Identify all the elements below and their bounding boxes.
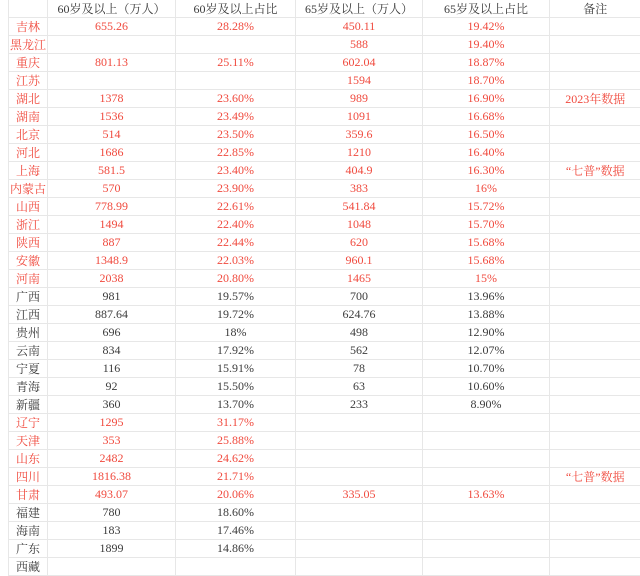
percent-65plus-cell[interactable]: 12.07% — [423, 342, 550, 360]
table-row — [9, 270, 640, 288]
percent-65plus-cell[interactable]: 19.40% — [423, 36, 550, 54]
value-65plus-cell[interactable] — [296, 540, 423, 558]
percent-60plus-cell[interactable]: 25.11% — [176, 54, 296, 72]
percent-60plus-cell[interactable] — [176, 72, 296, 90]
table-body — [9, 18, 640, 576]
value-65plus-cell[interactable]: 450.11 — [296, 18, 423, 36]
value-60plus-cell[interactable] — [48, 558, 176, 576]
value-60plus-cell[interactable]: 780 — [48, 504, 176, 522]
table-row — [9, 522, 640, 540]
percent-65plus-cell[interactable]: 16.40% — [423, 144, 550, 162]
table-row — [9, 396, 640, 414]
value-65plus-cell[interactable]: 359.6 — [296, 126, 423, 144]
note-cell[interactable] — [550, 360, 640, 378]
province-cell[interactable]: 重庆 — [9, 54, 48, 72]
note-cell[interactable] — [550, 504, 640, 522]
note-cell[interactable] — [550, 216, 640, 234]
value-60plus-cell[interactable]: 514 — [48, 126, 176, 144]
percent-60plus-cell[interactable]: 23.60% — [176, 90, 296, 108]
percent-60plus-cell[interactable]: 24.62% — [176, 450, 296, 468]
note-cell[interactable] — [550, 540, 640, 558]
value-65plus-cell[interactable]: 383 — [296, 180, 423, 198]
table-row — [9, 414, 640, 432]
table-row — [9, 126, 640, 144]
population-table — [8, 0, 640, 576]
province-cell[interactable]: 山东 — [9, 450, 48, 468]
value-65plus-cell[interactable]: 78 — [296, 360, 423, 378]
note-cell[interactable] — [550, 252, 640, 270]
province-cell[interactable]: 江苏 — [9, 72, 48, 90]
value-65plus-cell[interactable] — [296, 432, 423, 450]
table-row — [9, 54, 640, 72]
province-cell[interactable]: 陕西 — [9, 234, 48, 252]
percent-65plus-cell[interactable]: 8.90% — [423, 396, 550, 414]
value-60plus-cell[interactable]: 801.13 — [48, 54, 176, 72]
value-65plus-cell[interactable]: 233 — [296, 396, 423, 414]
value-60plus-cell[interactable]: 2038 — [48, 270, 176, 288]
value-60plus-cell[interactable]: 1816.38 — [48, 468, 176, 486]
table-row — [9, 486, 640, 504]
percent-60plus-cell[interactable]: 23.50% — [176, 126, 296, 144]
note-cell[interactable]: 2023年数据 — [550, 90, 640, 108]
percent-60plus-cell[interactable]: 17.92% — [176, 342, 296, 360]
value-60plus-cell[interactable] — [48, 36, 176, 54]
value-65plus-cell[interactable]: 1594 — [296, 72, 423, 90]
table-row — [9, 36, 640, 54]
value-60plus-cell[interactable]: 1494 — [48, 216, 176, 234]
percent-60plus-cell[interactable]: 13.70% — [176, 396, 296, 414]
table-row — [9, 72, 640, 90]
province-cell[interactable]: 福建 — [9, 504, 48, 522]
note-cell[interactable] — [550, 54, 640, 72]
header-cell[interactable]: 65岁及以上占比 — [423, 0, 550, 18]
value-60plus-cell[interactable]: 1686 — [48, 144, 176, 162]
note-cell[interactable] — [550, 414, 640, 432]
percent-60plus-cell[interactable]: 25.88% — [176, 432, 296, 450]
table-row — [9, 324, 640, 342]
table-row — [9, 180, 640, 198]
province-cell[interactable]: 甘肃 — [9, 486, 48, 504]
table-row — [9, 342, 640, 360]
percent-65plus-cell[interactable]: 16.50% — [423, 126, 550, 144]
value-60plus-cell[interactable]: 1536 — [48, 108, 176, 126]
province-cell[interactable]: 海南 — [9, 522, 48, 540]
value-65plus-cell[interactable]: 700 — [296, 288, 423, 306]
province-cell[interactable]: 广东 — [9, 540, 48, 558]
province-cell[interactable]: 新疆 — [9, 396, 48, 414]
table-row — [9, 360, 640, 378]
note-cell[interactable] — [550, 396, 640, 414]
corner-cell[interactable] — [9, 0, 48, 18]
percent-65plus-cell[interactable] — [423, 414, 550, 432]
value-60plus-cell[interactable]: 981 — [48, 288, 176, 306]
value-60plus-cell[interactable]: 778.99 — [48, 198, 176, 216]
percent-60plus-cell[interactable]: 22.85% — [176, 144, 296, 162]
table-row — [9, 216, 640, 234]
province-cell[interactable]: 吉林 — [9, 18, 48, 36]
percent-60plus-cell[interactable] — [176, 558, 296, 576]
province-cell[interactable]: 西藏 — [9, 558, 48, 576]
note-cell[interactable] — [550, 270, 640, 288]
note-cell[interactable] — [550, 558, 640, 576]
percent-60plus-cell[interactable]: 23.49% — [176, 108, 296, 126]
province-cell[interactable]: 青海 — [9, 378, 48, 396]
table-row — [9, 144, 640, 162]
percent-60plus-cell[interactable]: 22.44% — [176, 234, 296, 252]
table-row — [9, 450, 640, 468]
province-cell[interactable]: 河北 — [9, 144, 48, 162]
note-cell[interactable] — [550, 198, 640, 216]
note-cell[interactable] — [550, 432, 640, 450]
percent-60plus-cell[interactable]: 21.71% — [176, 468, 296, 486]
percent-60plus-cell[interactable]: 23.40% — [176, 162, 296, 180]
table-row — [9, 306, 640, 324]
province-cell[interactable]: 湖南 — [9, 108, 48, 126]
table-row — [9, 18, 640, 36]
value-60plus-cell[interactable]: 116 — [48, 360, 176, 378]
table-row — [9, 234, 640, 252]
percent-65plus-cell[interactable]: 13.96% — [423, 288, 550, 306]
percent-65plus-cell[interactable]: 18.70% — [423, 72, 550, 90]
value-60plus-cell[interactable]: 360 — [48, 396, 176, 414]
value-65plus-cell[interactable] — [296, 468, 423, 486]
percent-65plus-cell[interactable]: 15.68% — [423, 252, 550, 270]
percent-65plus-cell[interactable] — [423, 540, 550, 558]
percent-60plus-cell[interactable]: 22.40% — [176, 216, 296, 234]
percent-60plus-cell[interactable]: 20.06% — [176, 486, 296, 504]
percent-60plus-cell[interactable]: 31.17% — [176, 414, 296, 432]
header-cell[interactable]: 60岁及以上占比 — [176, 0, 296, 18]
value-65plus-cell[interactable]: 335.05 — [296, 486, 423, 504]
header-cell[interactable]: 60岁及以上（万人） — [48, 0, 176, 18]
percent-60plus-cell[interactable]: 17.46% — [176, 522, 296, 540]
percent-65plus-cell[interactable]: 19.42% — [423, 18, 550, 36]
percent-60plus-cell[interactable]: 15.91% — [176, 360, 296, 378]
percent-65plus-cell[interactable] — [423, 504, 550, 522]
value-60plus-cell[interactable]: 655.26 — [48, 18, 176, 36]
value-65plus-cell[interactable]: 989 — [296, 90, 423, 108]
value-65plus-cell[interactable]: 404.9 — [296, 162, 423, 180]
value-65plus-cell[interactable] — [296, 522, 423, 540]
province-cell[interactable]: 安徽 — [9, 252, 48, 270]
value-60plus-cell[interactable]: 696 — [48, 324, 176, 342]
value-65plus-cell[interactable] — [296, 414, 423, 432]
value-65plus-cell[interactable]: 63 — [296, 378, 423, 396]
value-65plus-cell[interactable]: 602.04 — [296, 54, 423, 72]
value-60plus-cell[interactable]: 1378 — [48, 90, 176, 108]
percent-65plus-cell[interactable] — [423, 450, 550, 468]
value-60plus-cell[interactable]: 887 — [48, 234, 176, 252]
percent-60plus-cell[interactable]: 14.86% — [176, 540, 296, 558]
percent-65plus-cell[interactable]: 15.70% — [423, 216, 550, 234]
value-65plus-cell[interactable]: 1465 — [296, 270, 423, 288]
percent-65plus-cell[interactable] — [423, 558, 550, 576]
value-60plus-cell[interactable]: 570 — [48, 180, 176, 198]
note-cell[interactable] — [550, 36, 640, 54]
spreadsheet-region — [8, 0, 640, 576]
header-cell[interactable]: 备注 — [550, 0, 640, 18]
province-cell[interactable]: 四川 — [9, 468, 48, 486]
table-row — [9, 468, 640, 486]
province-cell[interactable]: 内蒙古 — [9, 180, 48, 198]
percent-65plus-cell[interactable]: 10.60% — [423, 378, 550, 396]
value-60plus-cell[interactable]: 581.5 — [48, 162, 176, 180]
percent-60plus-cell[interactable]: 28.28% — [176, 18, 296, 36]
table-row — [9, 558, 640, 576]
note-cell[interactable] — [550, 108, 640, 126]
table-row — [9, 504, 640, 522]
table-row — [9, 162, 640, 180]
percent-60plus-cell[interactable]: 23.90% — [176, 180, 296, 198]
value-60plus-cell[interactable]: 353 — [48, 432, 176, 450]
table-row — [9, 90, 640, 108]
note-cell[interactable] — [550, 234, 640, 252]
percent-65plus-cell[interactable]: 13.63% — [423, 486, 550, 504]
note-cell[interactable]: “七普”数据 — [550, 162, 640, 180]
province-cell[interactable]: 山西 — [9, 198, 48, 216]
value-65plus-cell[interactable]: 1091 — [296, 108, 423, 126]
value-65plus-cell[interactable]: 588 — [296, 36, 423, 54]
percent-60plus-cell[interactable]: 19.57% — [176, 288, 296, 306]
province-cell[interactable]: 宁夏 — [9, 360, 48, 378]
value-60plus-cell[interactable]: 1348.9 — [48, 252, 176, 270]
value-65plus-cell[interactable]: 498 — [296, 324, 423, 342]
percent-65plus-cell[interactable] — [423, 468, 550, 486]
note-cell[interactable] — [550, 450, 640, 468]
value-65plus-cell[interactable] — [296, 504, 423, 522]
province-cell[interactable]: 广西 — [9, 288, 48, 306]
note-cell[interactable] — [550, 288, 640, 306]
value-60plus-cell[interactable]: 2482 — [48, 450, 176, 468]
percent-65plus-cell[interactable]: 16.30% — [423, 162, 550, 180]
value-60plus-cell[interactable]: 1899 — [48, 540, 176, 558]
province-cell[interactable]: 云南 — [9, 342, 48, 360]
table-row — [9, 378, 640, 396]
percent-65plus-cell[interactable]: 16.68% — [423, 108, 550, 126]
percent-65plus-cell[interactable]: 13.88% — [423, 306, 550, 324]
percent-65plus-cell[interactable]: 18.87% — [423, 54, 550, 72]
table-row — [9, 198, 640, 216]
note-cell[interactable] — [550, 144, 640, 162]
province-cell[interactable]: 贵州 — [9, 324, 48, 342]
percent-60plus-cell[interactable]: 15.50% — [176, 378, 296, 396]
table-row — [9, 108, 640, 126]
percent-65plus-cell[interactable]: 10.70% — [423, 360, 550, 378]
note-cell[interactable] — [550, 324, 640, 342]
value-65plus-cell[interactable]: 541.84 — [296, 198, 423, 216]
province-cell[interactable]: 浙江 — [9, 216, 48, 234]
province-cell[interactable]: 湖北 — [9, 90, 48, 108]
value-60plus-cell[interactable]: 493.07 — [48, 486, 176, 504]
percent-60plus-cell[interactable] — [176, 36, 296, 54]
table-row — [9, 432, 640, 450]
province-cell[interactable]: 黑龙江 — [9, 36, 48, 54]
province-cell[interactable]: 辽宁 — [9, 414, 48, 432]
note-cell[interactable] — [550, 342, 640, 360]
percent-60plus-cell[interactable]: 18% — [176, 324, 296, 342]
header-row — [9, 0, 640, 18]
province-cell[interactable]: 天津 — [9, 432, 48, 450]
value-60plus-cell[interactable]: 887.64 — [48, 306, 176, 324]
percent-65plus-cell[interactable]: 16.90% — [423, 90, 550, 108]
note-cell[interactable] — [550, 378, 640, 396]
value-65plus-cell[interactable]: 620 — [296, 234, 423, 252]
note-cell[interactable] — [550, 72, 640, 90]
percent-60plus-cell[interactable]: 22.61% — [176, 198, 296, 216]
percent-65plus-cell[interactable]: 15.72% — [423, 198, 550, 216]
note-cell[interactable] — [550, 486, 640, 504]
value-60plus-cell[interactable]: 183 — [48, 522, 176, 540]
value-60plus-cell[interactable] — [48, 72, 176, 90]
value-60plus-cell[interactable]: 1295 — [48, 414, 176, 432]
table-row — [9, 252, 640, 270]
percent-60plus-cell[interactable]: 19.72% — [176, 306, 296, 324]
value-65plus-cell[interactable]: 1210 — [296, 144, 423, 162]
province-cell[interactable]: 北京 — [9, 126, 48, 144]
value-65plus-cell[interactable] — [296, 558, 423, 576]
percent-65plus-cell[interactable]: 12.90% — [423, 324, 550, 342]
percent-65plus-cell[interactable] — [423, 522, 550, 540]
percent-60plus-cell[interactable]: 22.03% — [176, 252, 296, 270]
percent-65plus-cell[interactable] — [423, 432, 550, 450]
province-cell[interactable]: 上海 — [9, 162, 48, 180]
note-cell[interactable] — [550, 522, 640, 540]
note-cell[interactable]: “七普”数据 — [550, 468, 640, 486]
percent-60plus-cell[interactable]: 18.60% — [176, 504, 296, 522]
percent-65plus-cell[interactable]: 15% — [423, 270, 550, 288]
value-65plus-cell[interactable]: 562 — [296, 342, 423, 360]
header-cell[interactable]: 65岁及以上（万人） — [296, 0, 423, 18]
province-cell[interactable]: 河南 — [9, 270, 48, 288]
table-row — [9, 288, 640, 306]
table-header — [9, 0, 640, 18]
province-cell[interactable]: 江西 — [9, 306, 48, 324]
percent-65plus-cell[interactable]: 16% — [423, 180, 550, 198]
value-65plus-cell[interactable]: 960.1 — [296, 252, 423, 270]
percent-60plus-cell[interactable]: 20.80% — [176, 270, 296, 288]
note-cell[interactable] — [550, 126, 640, 144]
value-65plus-cell[interactable] — [296, 450, 423, 468]
note-cell[interactable] — [550, 306, 640, 324]
value-60plus-cell[interactable]: 834 — [48, 342, 176, 360]
table-row — [9, 540, 640, 558]
note-cell[interactable] — [550, 180, 640, 198]
value-65plus-cell[interactable]: 624.76 — [296, 306, 423, 324]
percent-65plus-cell[interactable]: 15.68% — [423, 234, 550, 252]
note-cell[interactable] — [550, 18, 640, 36]
value-60plus-cell[interactable]: 92 — [48, 378, 176, 396]
value-65plus-cell[interactable]: 1048 — [296, 216, 423, 234]
